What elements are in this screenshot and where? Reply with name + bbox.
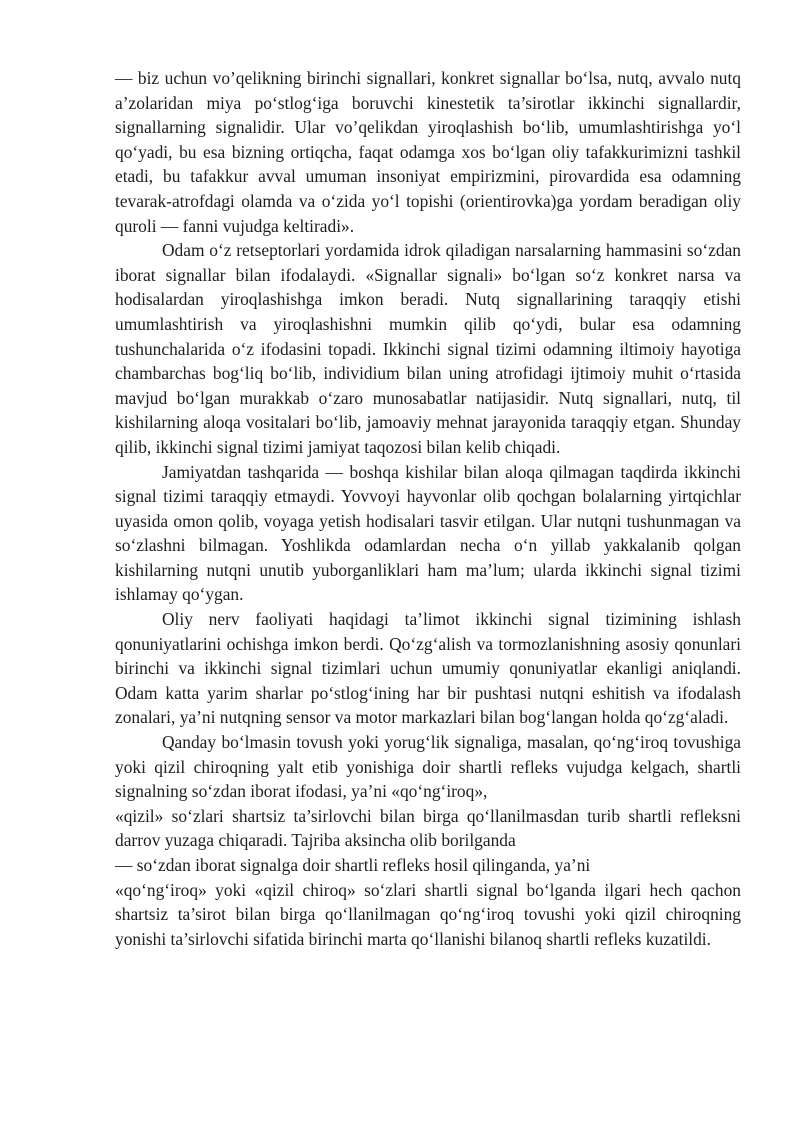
document-page: [115, 66, 741, 951]
paragraph: Jamiyatdan tashqarida — boshqa kishilar bilan aloqa qilmagan taqdirda ikkinchi signal tizimi taraqqiy etmaydi. Yovvoyi hayvonlar olib qochgan bolalarning yirtqichlar uyasida omon qolib, voyaga yetish hodisalari tasvir etilgan. Ular nutqni tushunmagan va so‘zlashni bilmagan. Yoshlikda odamlardan necha o‘n yillab yakkalanib qolgan kishilarning nutqni unutib yuborganliklari ham ma’lum; ularda ikkinchi signal tizimi ishlamay qo‘ygan.: [115, 461, 741, 605]
paragraph: «qizil» so‘zlari shartsiz ta’sirlovchi bilan birga qo‘llanilmasdan turib shartli refleksni darrov yuzaga chiqaradi. Tajriba aksincha olib borilganda: [115, 805, 741, 851]
paragraph: Odam o‘z retseptorlari yordamida idrok qiladigan narsalarning hammasini so‘zdan iborat signallar bilan ifodalaydi. «Signallar signali» bo‘lgan so‘z konkret narsa va hodisalardan yiroqlashishga imkon beradi. Nutq signallarining taraqqiy etishi umumlashtirish va yiroqlashishni mumkin qilib qo‘ydi, bular esa odamning tushunchalarida o‘z ifodasini topadi. Ikkinchi signal tizimi odamning iltimoiy hayotiga chambarchas bog‘liq bo‘lib, individium bilan uning atrofidagi ijtimoiy muhit o‘rtasida mavjud bo‘lgan murakkab o‘zaro munosabatlar natijasidir. Nutq signallari, nutq, til kishilarning aloqa vositalari bo‘lib, jamoaviy mehnat jarayonida taraqqiy etgan. Shunday qilib, ikkinchi signal tizimi jamiyat taqozosi bilan kelib chiqadi.: [115, 240, 741, 457]
paragraph: Oliy nerv faoliyati haqidagi ta’limot ikkinchi signal tizimining ishlash qonuniyatlarini ochishga imkon berdi. Qo‘zg‘alish va tormozlanishning asosiy qonunlari birinchi va ikkinchi signal tizimlari uchun umumiy qonuniyatlar ekanligi aniqlandi. Odam katta yarim sharlar po‘stlog‘ining har bir pushtasi nutqni eshitish va ifodalash zonalari, ya’ni nutqning sensor va motor markazlari bilan bog‘langan holda qo‘zg‘aladi.: [115, 609, 741, 728]
paragraph: «qo‘ng‘iroq» yoki «qizil chiroq» so‘zlari shartli signal bo‘lganda ilgari hech qachon shartsiz ta’sirot bilan birga qo‘llanilmagan qo‘ng‘iroq tovushi yoki qizil chiroqning yonishi ta’sirlovchi sifatida birinchi marta qo‘llanishi bilanoq shartli refleks kuzatildi.: [115, 879, 741, 949]
paragraph: — so‘zdan iborat signalga doir shartli refleks hosil qilinganda, ya’ni: [115, 855, 591, 875]
paragraph: Qanday bo‘lmasin tovush yoki yorug‘lik signaliga, masalan, qo‘ng‘iroq tovushiga yoki qizil chiroqning yalt etib yonishiga doir shartli refleks vujudga kelgach, shartli signalning so‘zdan iborat ifodasi, ya’ni «qo‘ng‘iroq»,: [115, 732, 741, 802]
paragraph: — biz uchun vo’qelikning birinchi signallari, konkret signallar bo‘lsa, nutq, avvalo nutq a’zolaridan miya po‘stlog‘iga boruvchi kinestetik ta’sirotlar ikkinchi signallardir, signallarning signalidir. Ular vo’qelikdan yiroqlashish bo‘lib, umumlashtirishga yo‘l qo‘yadi, bu esa bizning ortiqcha, faqat odamga xos bo‘lgan oliy tafakkurimizni tashkil etadi, bu tafakkur avval umuman insoniyat empirizmini, pirovardida esa odamning tevarak-atrofdagi olamda va o‘zida yo‘l topishi (orientirovka)ga yordam beradigan oliy quroli — fanni vujudga keltiradi».: [115, 68, 741, 236]
